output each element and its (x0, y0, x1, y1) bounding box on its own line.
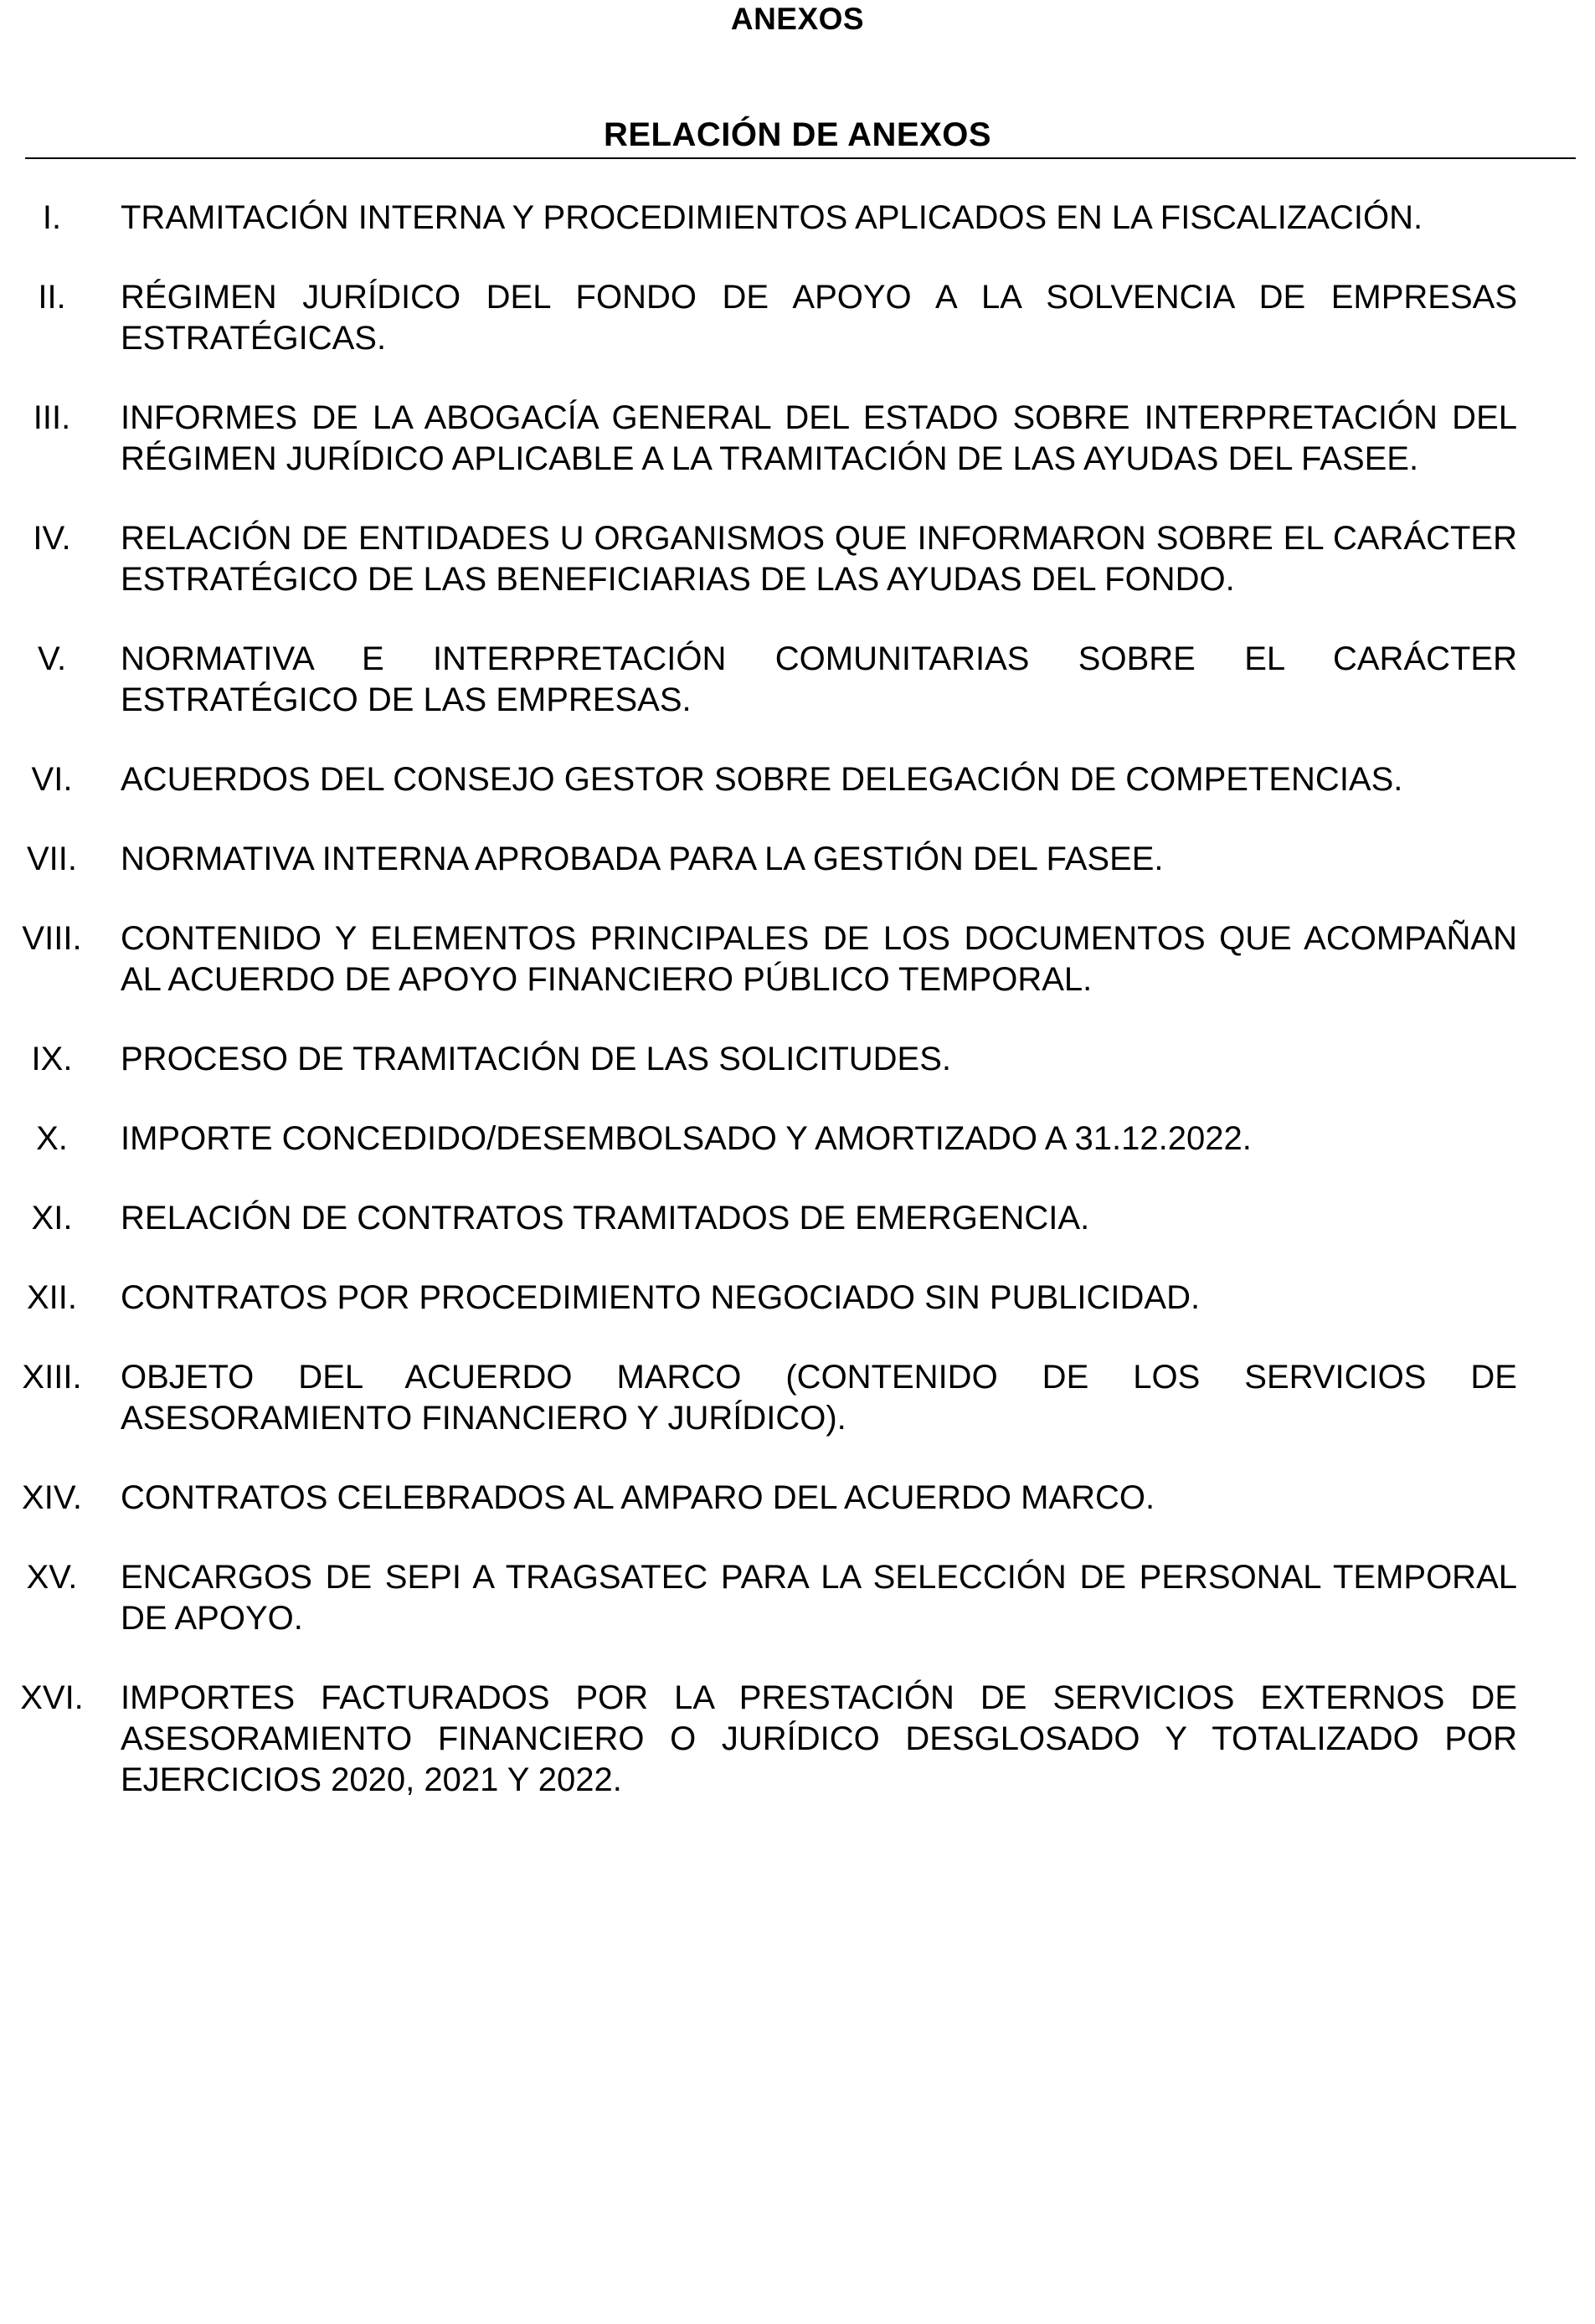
annex-text: IMPORTE CONCEDIDO/DESEMBOLSADO Y AMORTIZADO A 31.12.2022. (121, 1120, 1252, 1157)
annex-item (0, 518, 1595, 600)
section-title: RELACIÓN DE ANEXOS (603, 116, 992, 153)
annex-number: XIII. (22, 1359, 82, 1396)
annex-number: XIV. (22, 1479, 82, 1516)
annex-text: IMPORTES FACTURADOS POR LA PRESTACIÓN DE SERVICIOS EXTERNOS DE ASESORAMIENTO FINANCIERO O JURÍDICO DESGLOSADO Y TOTALIZADO POR EJERCICIOS 2020, 2021 Y 2022. (121, 1679, 1517, 1798)
annex-item (0, 839, 1595, 880)
annex-item (0, 1278, 1595, 1319)
annex-number: VII. (26, 841, 78, 877)
annex-number: XI. (31, 1200, 73, 1237)
annex-item (0, 1198, 1595, 1239)
annex-item (0, 639, 1595, 721)
annex-item (0, 918, 1595, 1000)
annex-list (0, 198, 1595, 1839)
annex-text: RELACIÓN DE ENTIDADES U ORGANISMOS QUE INFORMARON SOBRE EL CARÁCTER ESTRATÉGICO DE LAS BENEFICIARIAS DE LAS AYUDAS DEL FONDO. (121, 520, 1517, 598)
annex-item (0, 277, 1595, 359)
annex-text: CONTRATOS POR PROCEDIMIENTO NEGOCIADO SIN PUBLICIDAD. (121, 1279, 1201, 1316)
annex-item (0, 1678, 1595, 1801)
annex-number: XII. (26, 1279, 78, 1316)
annex-text: ENCARGOS DE SEPI A TRAGSATEC PARA LA SELECCIÓN DE PERSONAL TEMPORAL DE APOYO. (121, 1559, 1517, 1637)
annex-text: NORMATIVA E INTERPRETACIÓN COMUNITARIAS SOBRE EL CARÁCTER ESTRATÉGICO DE LAS EMPRESAS. (121, 640, 1517, 718)
annex-item (0, 398, 1595, 480)
annex-number: II. (38, 279, 66, 316)
annex-text: RELACIÓN DE CONTRATOS TRAMITADOS DE EMERGENCIA. (121, 1200, 1090, 1237)
annex-text: ACUERDOS DEL CONSEJO GESTOR SOBRE DELEGACIÓN DE COMPETENCIAS. (121, 761, 1403, 798)
annex-number: XV. (26, 1559, 78, 1596)
annex-text: RÉGIMEN JURÍDICO DEL FONDO DE APOYO A LA SOLVENCIA DE EMPRESAS ESTRATÉGICAS. (121, 279, 1517, 357)
annex-text: CONTRATOS CELEBRADOS AL AMPARO DEL ACUERDO MARCO. (121, 1479, 1155, 1516)
annex-item (0, 759, 1595, 800)
annex-item (0, 1118, 1595, 1159)
annex-text: CONTENIDO Y ELEMENTOS PRINCIPALES DE LOS DOCUMENTOS QUE ACOMPAÑAN AL ACUERDO DE APOYO FINANCIERO PÚBLICO TEMPORAL. (121, 920, 1517, 998)
annex-text: PROCESO DE TRAMITACIÓN DE LAS SOLICITUDES. (121, 1041, 952, 1077)
annex-text: OBJETO DEL ACUERDO MARCO (CONTENIDO DE LOS SERVICIOS DE ASESORAMIENTO FINANCIERO Y JURÍDICO). (121, 1359, 1517, 1437)
annex-number: I. (42, 199, 62, 236)
annex-item (0, 1357, 1595, 1439)
annex-text: TRAMITACIÓN INTERNA Y PROCEDIMIENTOS APLICADOS EN LA FISCALIZACIÓN. (121, 199, 1423, 236)
section-divider (25, 157, 1576, 159)
annex-number: IX. (31, 1041, 73, 1077)
page-header-title: ANEXOS (730, 2, 865, 36)
annex-item (0, 198, 1595, 239)
annex-number: VI. (31, 761, 73, 798)
annex-number: V. (37, 640, 67, 677)
annex-number: VIII. (22, 920, 82, 957)
annex-number: IV. (33, 520, 71, 557)
annex-number: III. (33, 399, 71, 436)
annex-item (0, 1557, 1595, 1639)
annex-item (0, 1039, 1595, 1080)
annex-number: X. (36, 1120, 68, 1157)
annex-text: INFORMES DE LA ABOGACÍA GENERAL DEL ESTADO SOBRE INTERPRETACIÓN DEL RÉGIMEN JURÍDICO APLICABLE A LA TRAMITACIÓN DE LAS AYUDAS DEL FASEE. (121, 399, 1517, 477)
annex-item (0, 1478, 1595, 1519)
annex-text: NORMATIVA INTERNA APROBADA PARA LA GESTIÓN DEL FASEE. (121, 841, 1164, 877)
annex-number: XVI. (20, 1679, 84, 1716)
